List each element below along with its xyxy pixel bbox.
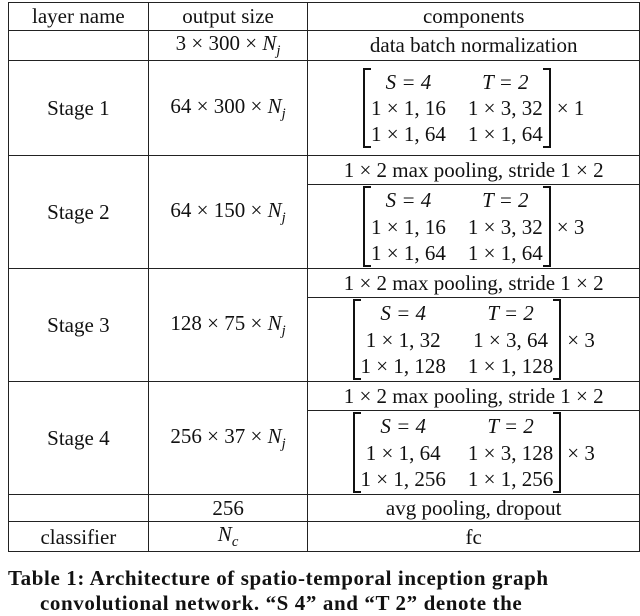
stage-4-mult: × 3 bbox=[567, 440, 595, 465]
stage-2-components bbox=[308, 185, 640, 269]
table-row-stage-2-pool bbox=[9, 156, 640, 185]
table-row-classifier bbox=[9, 522, 640, 552]
input-size-cell bbox=[148, 31, 308, 61]
stage-1-size-cell bbox=[148, 61, 308, 156]
stage-3-a1: 1 × 1, 32 bbox=[365, 327, 441, 352]
stage-1-size-sub: j bbox=[281, 105, 286, 122]
stage-1-matrix bbox=[363, 68, 551, 148]
stage-2-b1: 1 × 3, 32 bbox=[467, 214, 543, 239]
stage-1-t: T = 2 bbox=[482, 69, 529, 94]
stage-4-t: T = 2 bbox=[487, 414, 534, 439]
stage-1-mult: × 1 bbox=[556, 96, 585, 121]
stage-3-b1: 1 × 3, 64 bbox=[473, 327, 548, 352]
classifier-component: fc bbox=[308, 522, 640, 552]
stage-3-s: S = 4 bbox=[380, 301, 427, 326]
stage-2-size-cell bbox=[148, 156, 308, 269]
stage-3-components bbox=[308, 298, 640, 382]
table-caption-line-2: convolutional network. “S 4” and “T 2” denote the bbox=[40, 591, 523, 615]
stage-1-b1: 1 × 3, 32 bbox=[467, 96, 543, 121]
stage-4-pool: 1 × 2 max pooling, stride 1 × 2 bbox=[308, 382, 640, 411]
input-size-sub: j bbox=[276, 43, 281, 60]
stage-3-size-var: N bbox=[267, 310, 282, 335]
pooling-layer-name-cell bbox=[9, 495, 149, 522]
stage-3-block bbox=[353, 299, 595, 379]
stage-2-size: 64 × 150 × bbox=[170, 197, 268, 222]
stage-2-size-var: N bbox=[267, 197, 282, 222]
stage-3-name: Stage 3 bbox=[9, 269, 149, 382]
stage-1-a1: 1 × 1, 16 bbox=[371, 96, 446, 121]
table-row-stage-3-pool bbox=[9, 269, 640, 298]
header-components: components bbox=[308, 3, 640, 31]
header-output-size: output size bbox=[148, 3, 308, 31]
header-layer-name: layer name bbox=[9, 3, 149, 31]
stage-1-s: S = 4 bbox=[385, 69, 432, 94]
table-row-stage-4-pool bbox=[9, 382, 640, 411]
stage-2-matrix bbox=[363, 186, 551, 266]
stage-3-size-sub: j bbox=[281, 322, 286, 339]
stage-2-pool: 1 × 2 max pooling, stride 1 × 2 bbox=[308, 156, 640, 185]
stage-2-block bbox=[363, 186, 584, 266]
stage-2-size-sub: j bbox=[281, 209, 286, 226]
stage-4-matrix bbox=[353, 412, 562, 492]
input-size-var: N bbox=[262, 31, 277, 55]
table-row-input bbox=[9, 31, 640, 61]
stage-4-a2: 1 × 1, 256 bbox=[360, 466, 446, 491]
stage-2-a2: 1 × 1, 64 bbox=[371, 240, 446, 265]
stage-2-name: Stage 2 bbox=[9, 156, 149, 269]
stage-3-b2: 1 × 1, 128 bbox=[467, 353, 554, 378]
stage-4-size-sub: j bbox=[281, 435, 286, 452]
stage-3-pool: 1 × 2 max pooling, stride 1 × 2 bbox=[308, 269, 640, 298]
stage-4-size: 256 × 37 × bbox=[170, 423, 268, 448]
pooling-component: avg pooling, dropout bbox=[308, 495, 640, 522]
stage-3-size-cell bbox=[148, 269, 308, 382]
classifier-size-cell bbox=[148, 522, 308, 552]
stage-4-components bbox=[308, 411, 640, 495]
stage-1-components bbox=[308, 61, 640, 156]
stage-3-t: T = 2 bbox=[487, 301, 534, 326]
stage-4-s: S = 4 bbox=[380, 414, 427, 439]
architecture-table bbox=[8, 2, 640, 552]
pooling-size: 256 bbox=[148, 495, 308, 522]
input-layer-name-cell bbox=[9, 31, 149, 61]
table-row-pooling bbox=[9, 495, 640, 522]
stage-3-a2: 1 × 1, 128 bbox=[360, 353, 446, 378]
stage-3-matrix bbox=[353, 299, 562, 379]
stage-4-b1: 1 × 3, 128 bbox=[467, 440, 554, 465]
stage-2-mult: × 3 bbox=[556, 214, 585, 239]
stage-3-size: 128 × 75 × bbox=[170, 310, 268, 335]
stage-4-b2: 1 × 1, 256 bbox=[467, 466, 554, 491]
stage-2-b2: 1 × 1, 64 bbox=[467, 240, 543, 265]
table-row-stage-1 bbox=[9, 61, 640, 156]
stage-2-t: T = 2 bbox=[482, 188, 529, 213]
stage-1-block bbox=[363, 68, 584, 148]
table-header-row bbox=[9, 3, 640, 31]
stage-4-size-cell bbox=[148, 382, 308, 495]
classifier-size-sub: c bbox=[231, 534, 239, 551]
stage-2-a1: 1 × 1, 16 bbox=[371, 214, 446, 239]
classifier-size-var: N bbox=[217, 522, 232, 547]
input-size: 3 × 300 × bbox=[175, 31, 263, 55]
stage-4-block bbox=[353, 412, 595, 492]
input-component-cell: data batch normalization bbox=[308, 31, 640, 61]
table-caption: Table 1: Architecture of spatio-temporal inception graph bbox=[8, 566, 549, 590]
stage-4-size-var: N bbox=[267, 423, 282, 448]
stage-1-b2: 1 × 1, 64 bbox=[467, 122, 543, 147]
stage-4-a1: 1 × 1, 64 bbox=[365, 440, 441, 465]
stage-2-s: S = 4 bbox=[385, 188, 432, 213]
stage-1-size: 64 × 300 × bbox=[170, 93, 268, 118]
stage-1-size-var: N bbox=[267, 93, 282, 118]
stage-4-name: Stage 4 bbox=[9, 382, 149, 495]
stage-1-a2: 1 × 1, 64 bbox=[371, 122, 446, 147]
classifier-name: classifier bbox=[9, 522, 149, 552]
stage-1-name: Stage 1 bbox=[9, 61, 149, 156]
stage-3-mult: × 3 bbox=[567, 327, 595, 352]
